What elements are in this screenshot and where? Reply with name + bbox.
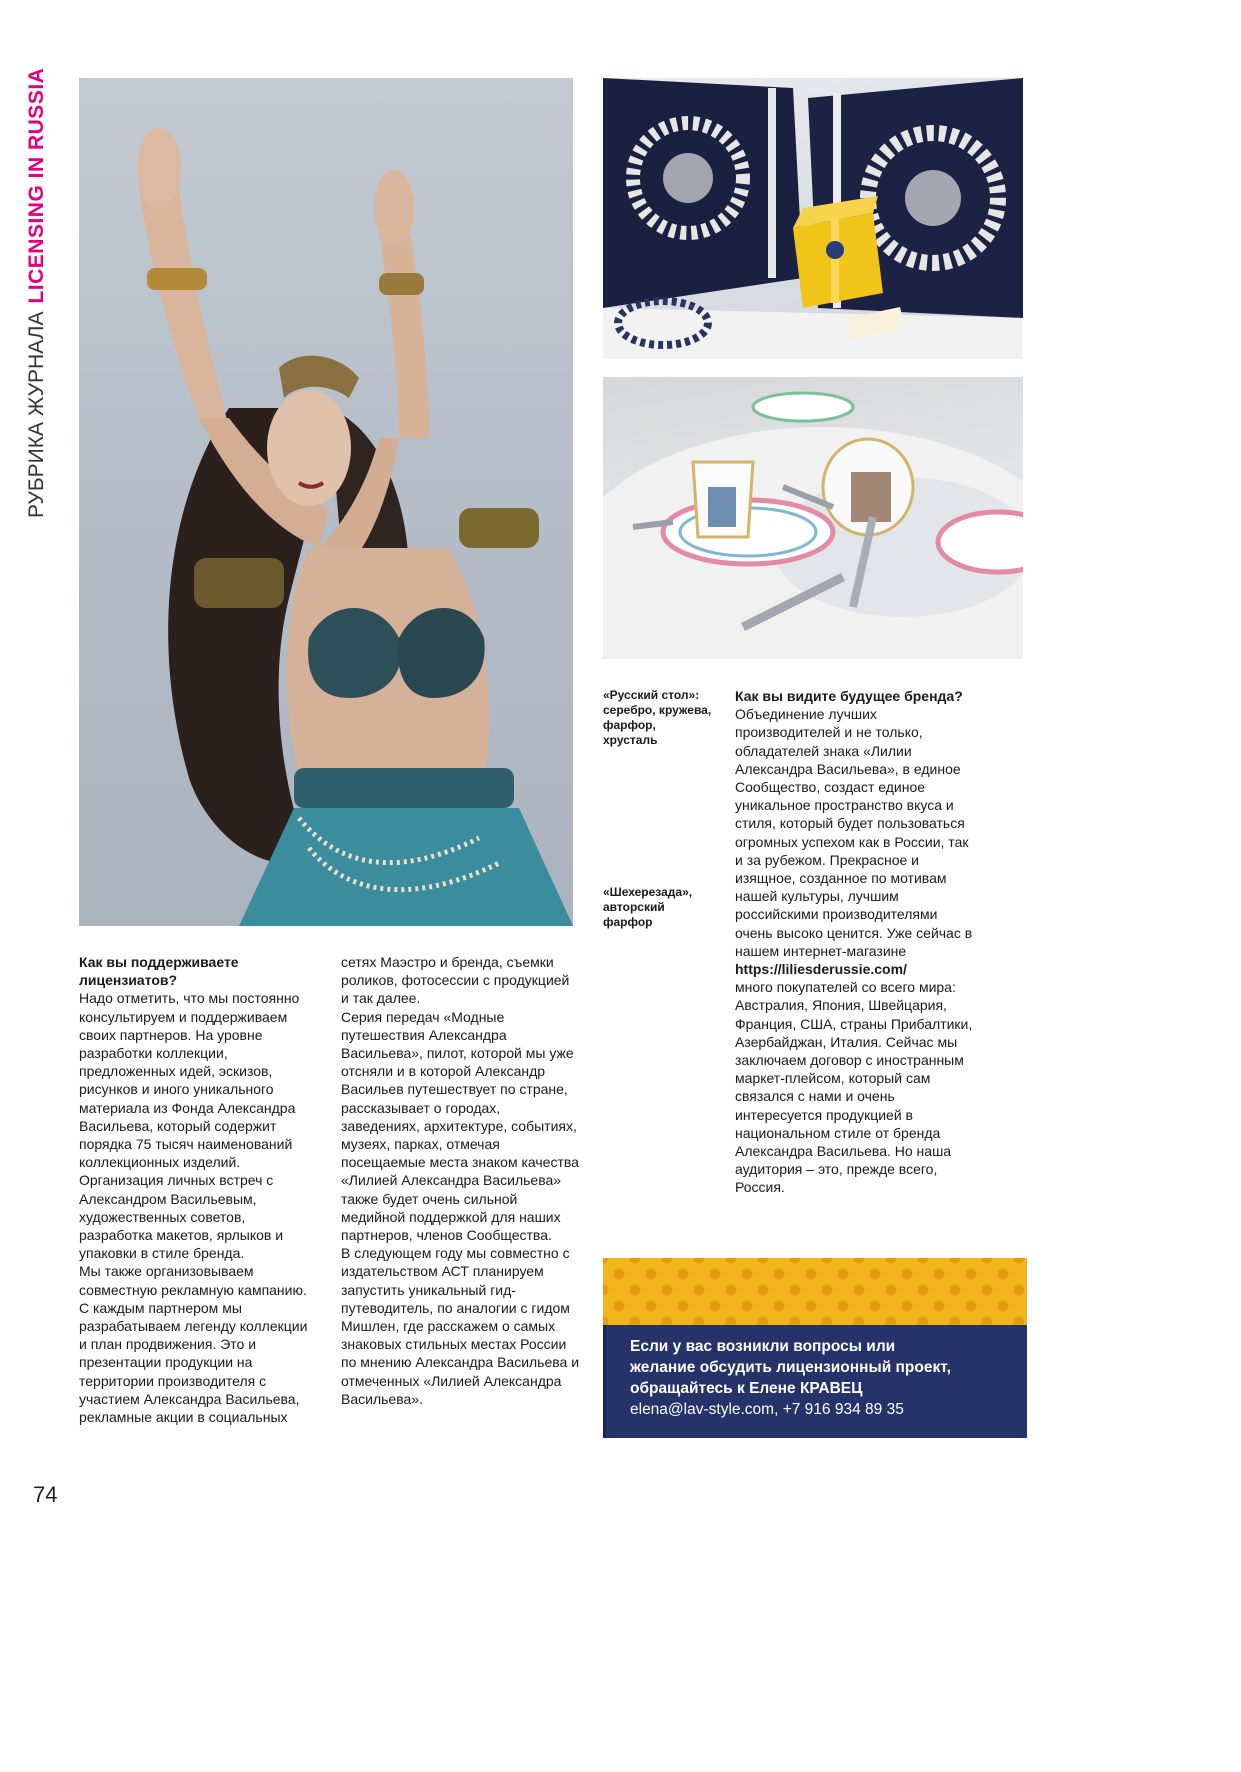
question-brand-future: Как вы видите будущее бренда? — [735, 688, 963, 704]
caption-scheherazade: «Шехерезада», авторский фарфор — [603, 885, 693, 929]
contact-heading-line: желание обсудить лицензионный проект, — [630, 1359, 951, 1376]
shop-link[interactable]: https://liliesderussie.com/ — [735, 961, 907, 978]
contact-details[interactable]: elena@lav-style.com, +7 916 934 89 35 — [630, 1401, 904, 1418]
paragraph: В следующем году мы совместно с издательством АСТ планируем запустить уникальный гид-путеводитель, по аналогии с гидом Мишлен, где расскажем о самых знаковых стильных местах России по мнению Александра Васильева и отмеченных «Лилией Александра Васильева». — [341, 1245, 580, 1407]
lily-pattern-banner — [603, 1258, 1027, 1325]
paragraph: Объединение лучших производителей и не только, обладателей знака «Лилии Александра Васильева», в единое Сообщество, создаст единое уникальное пространство вкуса и стиля, который будет пользоваться огромных успехом как в России, так и за рубежом. Прекрасное и изящное, созданное по мотивам нашей культуры, лучшим российскими производителями очень высоко ценится. Уже сейчас в нашем интернет-магазине — [735, 706, 973, 959]
rubric-vertical — [22, 67, 52, 518]
text-column-1 — [79, 953, 319, 1426]
contact-heading-line: обращайтесь к Елене КРАВЕЦ — [630, 1380, 863, 1397]
paragraph: много покупателей со всего мира: Австралия, Япония, Швейцария, Франция, США, страны Прибалтики, Азербайджан, Италия. Сейчас мы заключаем договор с иностранным маркет-плейсом, который сам связался с нами и очень интересуется продукцией в национальном стиле от бренда Александра Васильева. Но наша аудитория – это, прежде всего, Россия. — [735, 979, 973, 1196]
text-column-2 — [341, 953, 581, 1408]
paragraph: сетях Маэстро и бренда, съемки роликов, фотосессии с продукцией и так далее. — [341, 954, 570, 1007]
rubric-brand: LICENSING IN RUSSIA — [25, 67, 48, 304]
caption-russian-table: «Русский стол»: серебро, кружева, фарфор, хрусталь — [603, 688, 712, 747]
contact-panel — [603, 1325, 1027, 1438]
contact-heading-line: Если у вас возникли вопросы или — [630, 1338, 896, 1355]
question-support-licensees: Как вы поддерживаете лицензиатов? — [79, 954, 239, 989]
text-column-3 — [735, 687, 975, 1197]
paragraph: Надо отметить, что мы постоянно консультируем и поддерживаем своих партнеров. На уровне разработки коллекции, предложенных идей, эскизов, рисунков и иного уникального материала из Фонда Александра Васильева, который содержит порядка 75 тысяч наименований коллекционных изделий. Организация личных встреч с Александром Васильевым, художественных советов, разработка макетов, ярлыков и упаковки в стиле бренда. — [79, 990, 300, 1262]
page-number: 74 — [33, 1482, 58, 1507]
pillows-photo — [603, 78, 1023, 359]
paragraph: Мы также организовываем совместную рекламную кампанию. С каждым партнером мы разрабатываем легенду коллекции и план продвижения. Это и презентации продукции на территории производителя с участием Александра Васильева, рекламные акции в социальных — [79, 1263, 308, 1426]
table-setting-photo — [603, 377, 1023, 659]
doll-photo — [79, 78, 573, 926]
contact-box — [603, 1258, 1027, 1438]
paragraph: Серия передач «Модные путешествия Александра Васильева», пилот, которой мы уже отсняли и в которой Александр Васильев путешествует по стране, рассказывает о городах, заведениях, архитектуре, событиях, музеях, парках, отмечая посещаемые места знаком качества «Лилией Александра Васильева» также будет очень сильной медийной поддержкой для наших партнеров, членов Сообщества. — [341, 1008, 579, 1244]
rubric-label: РУБРИКА ЖУРНАЛА — [25, 311, 48, 518]
